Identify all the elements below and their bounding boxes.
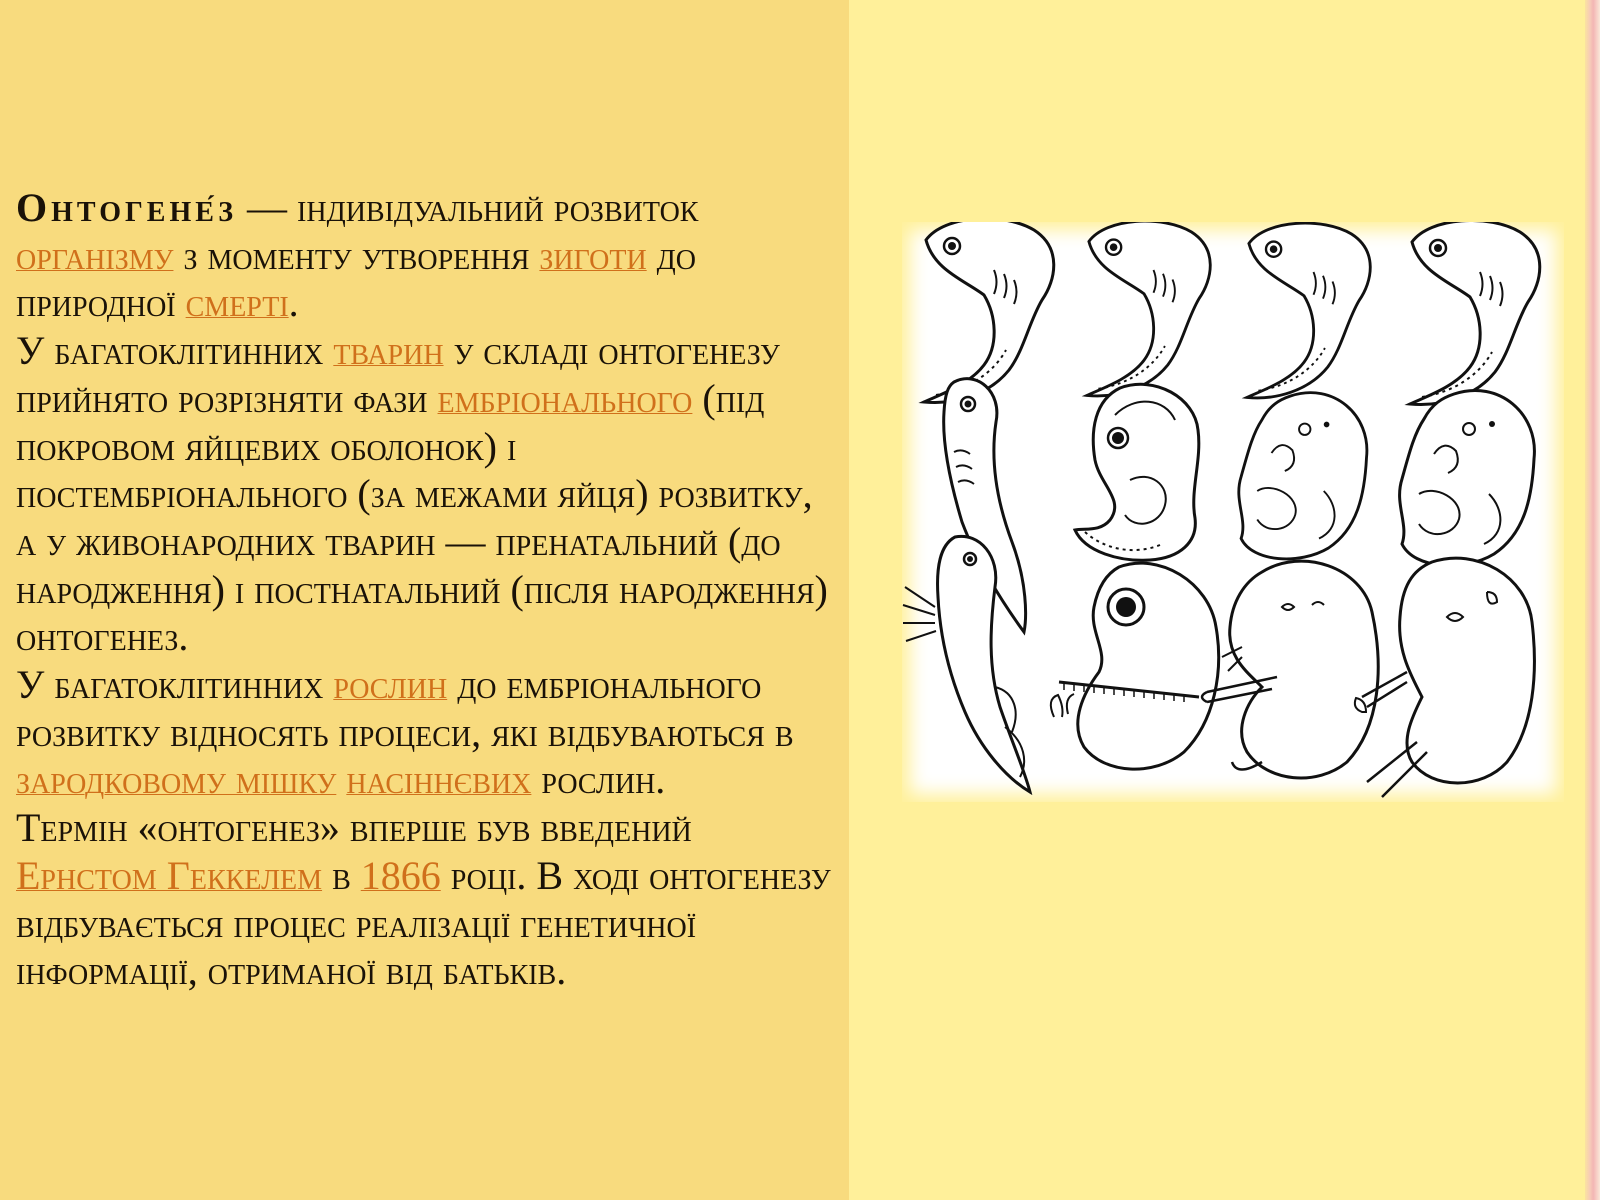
link-embryonic[interactable]: ембріонального (437, 375, 693, 421)
embryo-comparison-drawing (902, 222, 1564, 802)
link-organism[interactable]: організму (16, 232, 174, 278)
text-run: — індивідуальний розвиток (237, 185, 699, 230)
text-run: . (288, 280, 299, 326)
link-year-1866[interactable]: 1866 (360, 852, 441, 898)
link-zygote[interactable]: зиготи (539, 232, 647, 278)
text-run: (під покровом яйцевих оболонок) і постембріонального (за межами яйця) розвитку, а у живонародних тварин — пренатальний (до народження) і постнатальний (після народження) онтогенез. (16, 375, 828, 660)
link-seed-plants[interactable]: насіннєвих (346, 757, 532, 803)
text-run: Термін «онтогенез» вперше був введений (16, 805, 692, 851)
paragraph-animals (16, 327, 836, 661)
link-plants[interactable]: рослин (333, 662, 448, 708)
link-haeckel[interactable]: Ернстом Геккелем (16, 852, 323, 898)
text-run: у складі онтогенезу прийнято розрізняти фази (16, 328, 780, 421)
text-run: У багатоклітинних (16, 328, 334, 374)
link-death[interactable]: смерті (185, 280, 289, 326)
text-run: У багатоклітинних (16, 662, 334, 708)
link-animals[interactable]: тварин (333, 328, 444, 374)
text-run: році. В ході онтогенезу відбувається процес реалізації генетичної інформації, отриманої від батьків. (16, 852, 831, 994)
text-run: з моменту утворення (173, 232, 540, 278)
text-run: в (322, 852, 361, 898)
term-title: Онтогене́з (16, 185, 238, 230)
right-edge-decoration (1585, 0, 1600, 1200)
text-run: до ембріонального розвитку відносять процеси, які відбуваються в (16, 662, 794, 755)
text-run (336, 757, 346, 802)
paragraph-definition (16, 184, 836, 327)
definition-text (16, 184, 836, 995)
paragraph-term-history (16, 804, 836, 995)
paragraph-plants (16, 661, 836, 804)
text-run: рослин. (531, 757, 666, 803)
embryo-drawing-svg (902, 222, 1564, 802)
text-run: до природної (16, 232, 696, 326)
link-embryo-sac[interactable]: зародковому мішку (16, 757, 337, 803)
